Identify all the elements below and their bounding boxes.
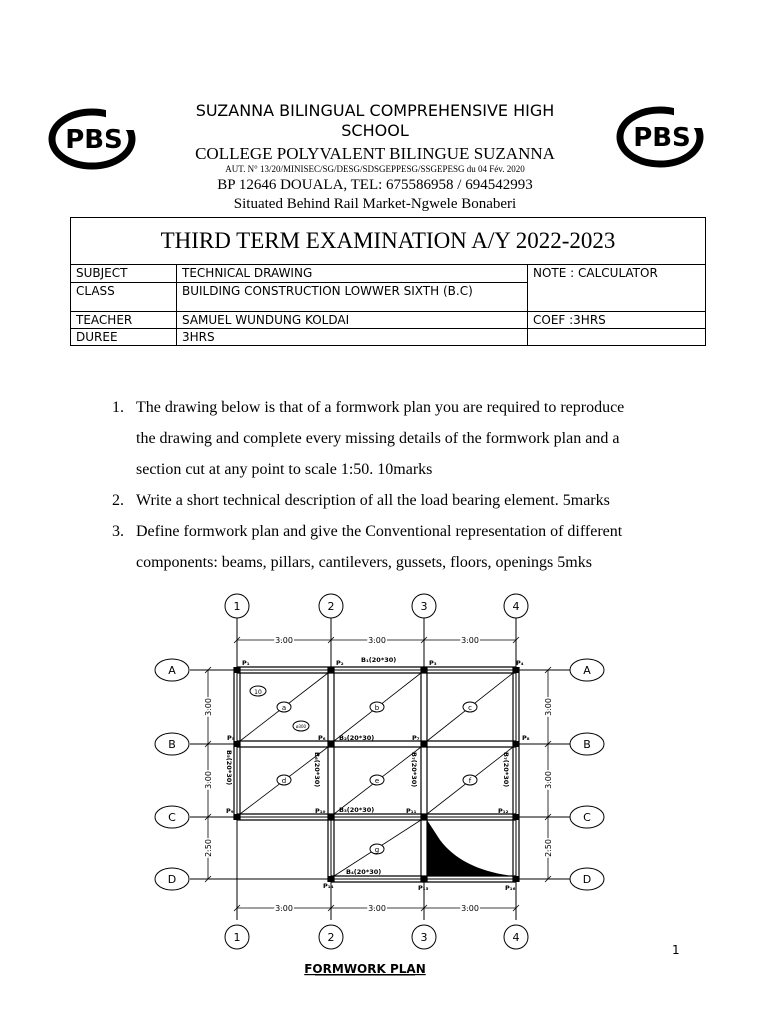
svg-text:3: 3 [420,600,428,613]
svg-text:3.00: 3.00 [544,771,553,789]
svg-text:P₉: P₉ [226,807,234,815]
svg-text:P₁₄: P₁₄ [323,882,334,890]
svg-text:a: a [281,704,287,712]
svg-text:3.00: 3.00 [461,904,479,913]
svg-text:P₁₂: P₁₂ [498,807,509,815]
svg-text:f: f [468,777,472,785]
col-bubble-top-1 [225,594,249,618]
teacher-value: SAMUEL WUNDUNG KOLDAI [177,312,528,329]
svg-text:3.00: 3.00 [461,636,479,645]
svg-text:P₁: P₁ [242,659,250,667]
svg-text:A: A [168,664,176,677]
svg-text:P₈: P₈ [522,734,530,742]
svg-text:B₁(20*30): B₁(20*30) [361,656,397,664]
row-bubble-right-D [570,868,604,890]
svg-text:P₅: P₅ [227,734,235,742]
col-bubble-bottom-4 [504,925,528,949]
row-bubble-left-A [155,659,189,681]
row-bubble-left-B [155,733,189,755]
question-list [108,392,698,578]
svg-text:PBS: PBS [65,125,123,155]
svg-text:3.00: 3.00 [204,698,213,716]
col-bubble-bottom-1 [225,925,249,949]
svg-text:P₁₅: P₁₅ [418,884,429,892]
svg-text:3.00: 3.00 [544,698,553,716]
school-name-french: COLLEGE POLYVALENT BILINGUE SUZANNA [195,144,555,163]
svg-text:P₁₆: P₁₆ [505,884,516,892]
col-bubble-bottom-2 [319,925,343,949]
svg-text:1: 1 [233,600,241,613]
svg-text:D: D [582,873,592,886]
svg-text:B: B [583,738,591,751]
svg-text:P₇: P₇ [412,734,420,742]
svg-text:B₇(20*30): B₇(20*30) [410,752,418,788]
svg-text:P₄: P₄ [516,659,524,667]
svg-text:3.00: 3.00 [275,904,293,913]
row-bubble-right-A [570,659,604,681]
contact-line: BP 12646 DOUALA, TEL: 675586958 / 694542993 [217,177,533,193]
row-bubble-left-C [155,806,189,828]
svg-text:B₂(20*30): B₂(20*30) [339,734,375,742]
svg-text:10: 10 [254,689,262,696]
school-logo-right [616,106,704,168]
svg-text:b: b [374,704,380,712]
svg-text:P₆: P₆ [318,734,326,742]
svg-text:C: C [583,811,591,824]
svg-text:B: B [168,738,176,751]
svg-text:3.00: 3.00 [368,636,386,645]
svg-text:B₇(20*30): B₇(20*30) [502,752,510,788]
col-bubble-top-4 [504,594,528,618]
svg-text:P₂: P₂ [336,659,344,667]
row-bubble-left-D [155,868,189,890]
location-line: Situated Behind Rail Market-Ngwele Bonaberi [233,196,517,212]
subject-value: TECHNICAL DRAWING [177,265,528,283]
svg-text:g: g [374,846,380,854]
exam-title: THIRD TERM EXAMINATION A/Y 2022-2023 [71,218,706,265]
svg-text:P₁₀: P₁₀ [315,807,326,815]
svg-text:C: C [168,811,176,824]
svg-text:d: d [281,777,287,785]
svg-text:B₄(20*30): B₄(20*30) [346,868,382,876]
svg-text:2: 2 [327,600,335,613]
authorization-line: AUT. N° 13/20/MINISEC/SG/DESG/SDSGEPPESG/SSGEPESG du 04 Fév. 2020 [225,164,525,174]
svg-text:PBS: PBS [633,123,691,153]
drawing-caption: FORMWORK PLAN [304,962,426,976]
col-bubble-top-3 [412,594,436,618]
svg-text:2.50: 2.50 [204,839,213,857]
row-bubble-right-B [570,733,604,755]
school-name-line2: SCHOOL [341,121,409,140]
duree-value: 3HRS [177,329,528,346]
svg-text:4: 4 [512,600,520,613]
svg-text:3: 3 [420,931,428,944]
school-logo-left [48,108,136,170]
teacher-label: TEACHER [71,312,177,329]
question-item: 3. Define formwork plan and give the Conventional representation of different components: beams, pillars, cantilevers, gussets, floors, openings 5mks [112,523,623,571]
svg-text:3.00: 3.00 [275,636,293,645]
svg-text:e: e [374,777,380,785]
svg-text:B₅(20*30): B₅(20*30) [225,750,233,786]
coef-cell: COEF :3HRS [528,312,706,329]
col-bubble-bottom-3 [412,925,436,949]
svg-text:D: D [167,873,177,886]
formwork-plan-drawing [150,590,620,980]
question-item: 2. Write a short technical description of all the load bearing element. 5marks [112,492,610,509]
svg-text:A: A [583,664,591,677]
question-item: 1. The drawing below is that of a formwork plan you are required to reproduce the drawing and complete every missing details of the formwork plan and a section cut at any point to scale 1:50. 10marks [112,399,625,478]
row-bubble-right-C [570,806,604,828]
duree-label: DUREE [71,329,177,346]
note-cell: NOTE : CALCULATOR [528,265,706,312]
svg-text:3.00: 3.00 [204,771,213,789]
svg-text:1: 1 [233,931,241,944]
svg-text:2.50: 2.50 [544,839,553,857]
class-value: BUILDING CONSTRUCTION LOWWER SIXTH (B.C) [177,283,528,312]
class-label: CLASS [71,283,177,312]
col-bubble-top-2 [319,594,343,618]
svg-text:c: c [468,704,472,712]
svg-text:4: 4 [512,931,520,944]
svg-text:2: 2 [327,931,335,944]
page-number: 1 [672,943,680,957]
svg-text:3.00: 3.00 [368,904,386,913]
svg-text:B₆(20*30): B₆(20*30) [313,752,321,788]
svg-text:P₃: P₃ [429,659,437,667]
empty-cell [528,329,706,346]
svg-text:P₁₁: P₁₁ [406,807,417,815]
svg-text:B₃(20*30): B₃(20*30) [339,806,375,814]
svg-text:ø300: ø300 [295,724,307,729]
subject-label: SUBJECT [71,265,177,283]
exam-info-table [70,217,706,346]
school-name-line1: SUZANNA BILINGUAL COMPREHENSIVE HIGH [195,101,555,120]
